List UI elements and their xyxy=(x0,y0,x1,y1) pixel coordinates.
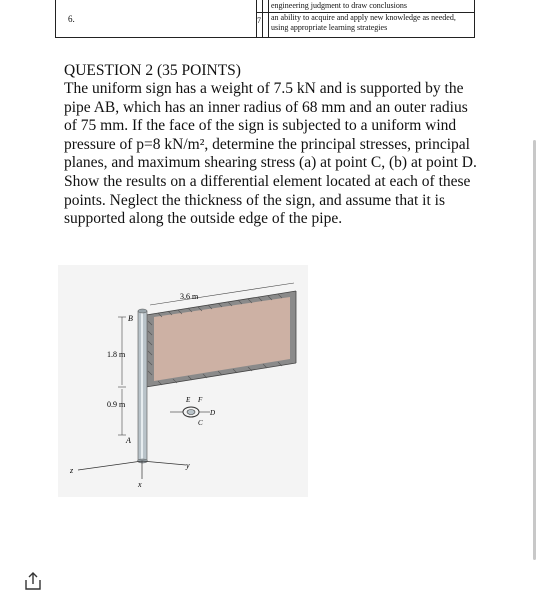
label-e: E xyxy=(186,396,191,404)
question-body: The uniform sign has a weight of 7.5 kN and is supported by the pipe AB, which has an inner radius of 68 mm and an outer radius of 75 mm. If the face of the sign is subjected to a uniform wind pressure of p=8 kN/m², determine the principal stresses, principal planes, and maximum shearing stress (a) at point C, (b) at point D. Show the results on a differential element located at each of these points. Neglect the thickness of the sign, and assume that it is supported along the outside edge of the pipe. xyxy=(64,80,477,228)
axes xyxy=(78,461,186,479)
sign-diagram xyxy=(58,265,308,497)
dim-width-label: 3.6 m xyxy=(180,292,199,301)
pipe-ab xyxy=(138,309,148,463)
label-c: C xyxy=(198,419,203,427)
sign-board xyxy=(146,291,296,387)
outcome-table xyxy=(55,0,475,38)
label-d: D xyxy=(210,409,216,417)
label-f: F xyxy=(198,396,203,404)
sign-figure xyxy=(58,265,308,497)
outcome-text-1: engineering judgment to draw conclusions xyxy=(271,1,407,10)
share-icon-graphic xyxy=(22,570,44,592)
weight-cell: 7 xyxy=(257,16,261,25)
share-icon[interactable] xyxy=(22,570,44,592)
question-title: QUESTION 2 (35 POINTS) xyxy=(64,62,241,79)
stress-element xyxy=(170,407,210,417)
row-number: 6. xyxy=(68,14,75,24)
dim-height-label: 1.8 m xyxy=(107,350,126,359)
axis-y-label: y xyxy=(186,461,190,470)
label-a: A xyxy=(126,436,131,445)
dim-lower-label: 0.9 m xyxy=(107,400,126,409)
outcome-text-2: an ability to acquire and apply new knowledge as needed, using appropriate learning strategies xyxy=(271,13,456,32)
scrollbar[interactable] xyxy=(533,140,536,560)
axis-x-label: x xyxy=(138,480,142,489)
label-b: B xyxy=(128,314,133,323)
axis-z-label: z xyxy=(70,466,74,475)
